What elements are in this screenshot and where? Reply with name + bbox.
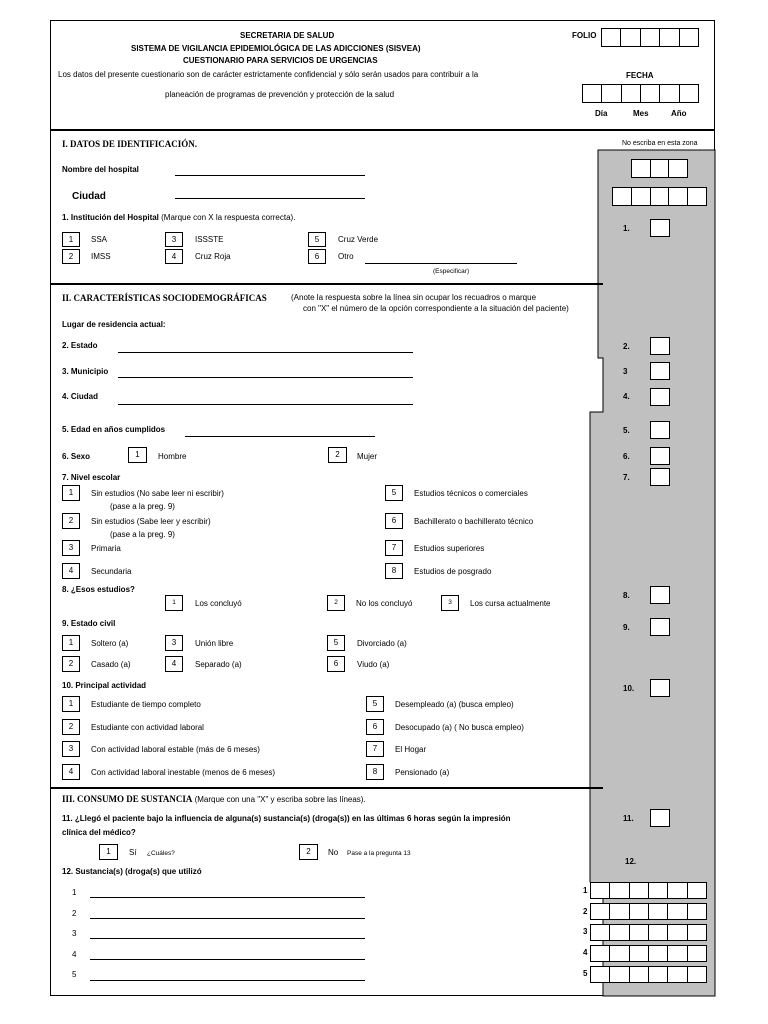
act-opt2-label: Estudiante con actividad laboral bbox=[91, 723, 204, 732]
act-opt7-box[interactable]: 7 bbox=[366, 741, 384, 757]
nivel-opt6-box[interactable]: 6 bbox=[385, 513, 403, 529]
q11-line1: 11. ¿Llegó el paciente bajo la influencia de alguna(s) sustancia(s) (droga(s)) en las últimas 6 horas según la impresión bbox=[62, 814, 511, 823]
q12-row2-num: 2 bbox=[72, 909, 77, 918]
civil-opt6-box[interactable]: 6 bbox=[327, 656, 345, 672]
nivel-opt1-box[interactable]: 1 bbox=[62, 485, 80, 501]
q11-line2: clínica del médico? bbox=[62, 828, 136, 837]
civil-opt4-box[interactable]: 4 bbox=[165, 656, 183, 672]
act-opt5-box[interactable]: 5 bbox=[366, 696, 384, 712]
edad-input[interactable] bbox=[185, 436, 375, 437]
q1-title: 1. Institución del Hospital bbox=[62, 213, 159, 222]
side-row2-num: 2 bbox=[583, 907, 588, 916]
q1-label bbox=[62, 213, 295, 223]
side-box-4[interactable] bbox=[650, 388, 670, 406]
fecha-label: FECHA bbox=[626, 71, 654, 80]
sexo-hombre-box[interactable]: 1 bbox=[128, 447, 147, 463]
act-opt2-box[interactable]: 2 bbox=[62, 719, 80, 735]
side-label-1: 1. bbox=[623, 224, 630, 233]
zone-note: No escriba en esta zona bbox=[622, 140, 698, 147]
edad-label: 5. Edad en años cumplidos bbox=[62, 425, 166, 434]
nivel-opt2-sub: (pase a la preg. 9) bbox=[110, 530, 175, 539]
side-label-12: 12. bbox=[625, 857, 637, 866]
s2-note2: con "X" el número de la opción correspondiente a la situación del paciente) bbox=[303, 304, 569, 313]
q11-no-label: No bbox=[328, 848, 339, 857]
act-opt6-box[interactable]: 6 bbox=[366, 719, 384, 735]
side-row2-cells[interactable] bbox=[590, 903, 707, 920]
civil-opt2-box[interactable]: 2 bbox=[62, 656, 80, 672]
side-box-8[interactable] bbox=[650, 586, 670, 604]
side-row5-num: 5 bbox=[583, 969, 588, 978]
folio-field[interactable] bbox=[601, 28, 699, 47]
act-opt8-box[interactable]: 8 bbox=[366, 764, 384, 780]
civil-opt6-label: Viudo (a) bbox=[357, 660, 390, 669]
section1-title: I. DATOS DE IDENTIFICACIÓN. bbox=[62, 139, 197, 149]
esos-opt1-label: Los concluyó bbox=[195, 599, 242, 608]
nivel-opt3-label: Primaria bbox=[91, 544, 121, 553]
opt-ssa-box[interactable]: 1 bbox=[62, 232, 80, 247]
q12-row1-num: 1 bbox=[72, 888, 77, 897]
side-label-6: 6. bbox=[623, 452, 630, 461]
side-label-8: 8. bbox=[623, 591, 630, 600]
municipio-label: 3. Municipio bbox=[62, 367, 109, 376]
nivel-opt3-box[interactable]: 3 bbox=[62, 540, 80, 556]
civil-opt1-box[interactable]: 1 bbox=[62, 635, 80, 651]
esos-label: 8. ¿Esos estudios? bbox=[62, 585, 135, 594]
side-row3-cells[interactable] bbox=[590, 924, 707, 941]
side-box-1[interactable] bbox=[650, 219, 670, 237]
mes-label: Mes bbox=[633, 109, 649, 118]
nivel-opt1-label: Sin estudios (No sabe leer ni escribir) bbox=[91, 489, 224, 498]
side-box-3[interactable] bbox=[650, 362, 670, 380]
sexo-label: 6. Sexo bbox=[62, 452, 91, 461]
estado-label: 2. Estado bbox=[62, 341, 98, 350]
opt-ssa-label: SSA bbox=[91, 235, 108, 244]
opt-cruzverde-box[interactable]: 5 bbox=[308, 232, 326, 247]
side-label-10: 10. bbox=[623, 684, 635, 693]
q12-row1-input[interactable] bbox=[90, 897, 365, 898]
opt-imss-label: IMSS bbox=[91, 252, 111, 261]
opt-otro-label: Otro bbox=[338, 252, 354, 261]
section3-title-text: III. CONSUMO DE SUSTANCIA bbox=[62, 794, 193, 804]
side-box-10[interactable] bbox=[650, 679, 670, 697]
s2-note1: (Anote la respuesta sobre la línea sin ocupar los recuadros o marque bbox=[291, 293, 537, 302]
side-row1-num: 1 bbox=[583, 886, 588, 895]
anio-label: Año bbox=[671, 109, 687, 118]
nivel-opt2-label: Sin estudios (Sabe leer y escribir) bbox=[91, 517, 211, 526]
nivel-opt8-box[interactable]: 8 bbox=[385, 563, 403, 579]
side-box-7[interactable] bbox=[650, 468, 670, 486]
hospital-input[interactable] bbox=[175, 175, 365, 176]
side-row4-num: 4 bbox=[583, 948, 588, 957]
fecha-field[interactable] bbox=[582, 84, 699, 103]
act-opt3-box[interactable]: 3 bbox=[62, 741, 80, 757]
act-opt5-label: Desempleado (a) (busca empleo) bbox=[395, 700, 514, 709]
sexo-hombre-label: Hombre bbox=[158, 452, 187, 461]
civil-opt5-label: Divorciado (a) bbox=[357, 639, 407, 648]
actividad-label: 10. Principal actividad bbox=[62, 681, 147, 690]
act-opt1-box[interactable]: 1 bbox=[62, 696, 80, 712]
q11-si-label: Sí bbox=[129, 848, 137, 857]
q1-note: (Marque con X la respuesta correcta). bbox=[161, 213, 296, 222]
nivel-label: 7. Nivel escolar bbox=[62, 473, 121, 482]
q11-cuales: ¿Cuáles? bbox=[147, 850, 175, 857]
estado-input[interactable] bbox=[118, 352, 413, 353]
act-opt3-label: Con actividad laboral estable (más de 6 meses) bbox=[91, 745, 260, 754]
nivel-opt2-box[interactable]: 2 bbox=[62, 513, 80, 529]
residencia-label: Lugar de residencia actual: bbox=[62, 320, 166, 329]
q12-row5-input[interactable] bbox=[90, 980, 365, 981]
header-line1: SECRETARIA DE SALUD bbox=[240, 31, 335, 40]
q12-label: 12. Sustancia(s) (droga(s) que utilizó bbox=[62, 867, 202, 876]
ciudad1-input[interactable] bbox=[175, 198, 365, 199]
civil-opt1-label: Soltero (a) bbox=[91, 639, 129, 648]
hospital-label: Nombre del hospital bbox=[62, 165, 139, 174]
nivel-opt7-label: Estudios superiores bbox=[414, 544, 485, 553]
side-ciudad-code[interactable] bbox=[612, 187, 707, 206]
opt-cruzroja-label: Cruz Roja bbox=[195, 252, 231, 261]
act-opt6-label: Desocupado (a) ( No busca empleo) bbox=[395, 723, 524, 732]
side-box-9[interactable] bbox=[650, 618, 670, 636]
header-line3: CUESTIONARIO PARA SERVICIOS DE URGENCIAS bbox=[183, 56, 378, 65]
folio-label: FOLIO bbox=[572, 31, 597, 40]
q12-row2-input[interactable] bbox=[90, 918, 365, 919]
esos-opt3-box[interactable]: 3 bbox=[441, 595, 459, 611]
section3-title bbox=[62, 794, 366, 805]
nivel-opt5-box[interactable]: 5 bbox=[385, 485, 403, 501]
section2-title: II. CARACTERÍSTICAS SOCIODEMOGRÁFICAS bbox=[62, 293, 267, 303]
nivel-opt5-label: Estudios técnicos o comerciales bbox=[414, 489, 528, 498]
side-label-9: 9. bbox=[623, 623, 630, 632]
opt-imss-box[interactable]: 2 bbox=[62, 249, 80, 264]
esos-opt3-label: Los cursa actualmente bbox=[470, 599, 551, 608]
q12-row3-input[interactable] bbox=[90, 938, 365, 939]
q11-no-box[interactable]: 2 bbox=[299, 844, 318, 860]
esos-opt2-box[interactable]: 2 bbox=[327, 595, 345, 611]
nivel-opt8-label: Estudios de posgrado bbox=[414, 567, 492, 576]
ciudad1-label: Ciudad bbox=[72, 191, 106, 202]
nivel-opt6-label: Bachillerato o bachillerato técnico bbox=[414, 517, 534, 526]
divider-s3 bbox=[50, 787, 603, 789]
opt-cruzroja-box[interactable]: 4 bbox=[165, 249, 183, 264]
act-opt4-box[interactable]: 4 bbox=[62, 764, 80, 780]
opt-issste-box[interactable]: 3 bbox=[165, 232, 183, 247]
section3-note: (Marque con una "X" y escriba sobre las líneas). bbox=[194, 795, 366, 804]
side-label-2: 2. bbox=[623, 342, 630, 351]
side-box-2[interactable] bbox=[650, 337, 670, 355]
q11-si-box[interactable]: 1 bbox=[99, 844, 118, 860]
side-row3-num: 3 bbox=[583, 927, 588, 936]
side-row4-cells[interactable] bbox=[590, 945, 707, 962]
q12-row3-num: 3 bbox=[72, 929, 77, 938]
act-opt7-label: El Hogar bbox=[395, 745, 427, 754]
civil-label: 9. Estado civil bbox=[62, 619, 116, 628]
divider-s2 bbox=[50, 283, 603, 285]
side-label-4: 4. bbox=[623, 392, 630, 401]
side-box-11[interactable] bbox=[650, 809, 670, 827]
side-label-3: 3 bbox=[623, 367, 628, 376]
civil-opt5-box[interactable]: 5 bbox=[327, 635, 345, 651]
act-opt8-label: Pensionado (a) bbox=[395, 768, 450, 777]
side-box-6[interactable] bbox=[650, 447, 670, 465]
q12-row4-input[interactable] bbox=[90, 959, 365, 960]
q12-row5-num: 5 bbox=[72, 970, 77, 979]
side-label-7: 7. bbox=[623, 473, 630, 482]
act-opt4-label: Con actividad laboral inestable (menos de 6 meses) bbox=[91, 768, 276, 777]
ciudad2-input[interactable] bbox=[118, 404, 413, 405]
nivel-opt7-box[interactable]: 7 bbox=[385, 540, 403, 556]
side-label-5: 5. bbox=[623, 426, 630, 435]
nivel-opt4-label: Secundaria bbox=[91, 567, 132, 576]
header-line5: planeación de programas de prevención y protección de la salud bbox=[165, 90, 395, 99]
act-opt1-label: Estudiante de tiempo completo bbox=[91, 700, 201, 709]
civil-opt3-label: Unión libre bbox=[195, 639, 234, 648]
side-row5-cells[interactable] bbox=[590, 966, 707, 983]
esos-opt1-box[interactable]: 1 bbox=[165, 595, 183, 611]
header-line4: Los datos del presente cuestionario son de carácter estrictamente confidencial y sólo serán usados para contribuir a la bbox=[58, 70, 479, 79]
civil-opt2-label: Casado (a) bbox=[91, 660, 131, 669]
q12-row4-num: 4 bbox=[72, 950, 77, 959]
nivel-opt4-box[interactable]: 4 bbox=[62, 563, 80, 579]
sexo-mujer-box[interactable]: 2 bbox=[328, 447, 347, 463]
civil-opt4-label: Separado (a) bbox=[195, 660, 242, 669]
opt-issste-label: ISSSTE bbox=[195, 235, 224, 244]
dia-label: Día bbox=[595, 109, 608, 118]
ciudad2-label: 4. Ciudad bbox=[62, 392, 99, 401]
header-line2: SISTEMA DE VIGILANCIA EPIDEMIOLÓGICA DE LAS ADICCIONES (SISVEA) bbox=[131, 44, 421, 53]
side-hospital-code[interactable] bbox=[631, 159, 688, 178]
municipio-input[interactable] bbox=[118, 377, 413, 378]
side-label-11: 11. bbox=[623, 814, 634, 823]
opt-cruzverde-label: Cruz Verde bbox=[338, 235, 379, 244]
esos-opt2-label: No los concluyó bbox=[356, 599, 413, 608]
side-row1-cells[interactable] bbox=[590, 882, 707, 899]
nivel-opt1-sub: (pase a la preg. 9) bbox=[110, 502, 175, 511]
divider-header bbox=[50, 129, 715, 131]
especificar-note: (Especificar) bbox=[433, 268, 470, 275]
otro-input[interactable] bbox=[365, 263, 517, 264]
civil-opt3-box[interactable]: 3 bbox=[165, 635, 183, 651]
q11-pase: Pase a la pregunta 13 bbox=[347, 850, 411, 857]
side-box-5[interactable] bbox=[650, 421, 670, 439]
sexo-mujer-label: Mujer bbox=[357, 452, 378, 461]
opt-otro-box[interactable]: 6 bbox=[308, 249, 326, 264]
